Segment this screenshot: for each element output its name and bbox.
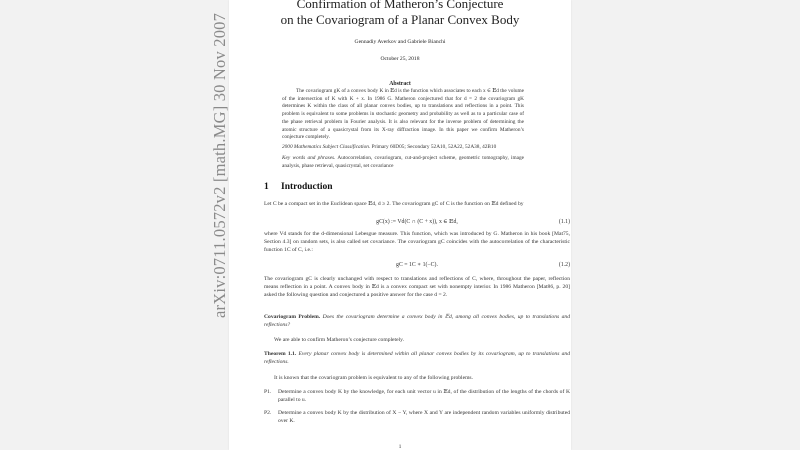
theorem-1-1: [264, 351, 570, 367]
msc-text: Primary 60D05; Secondary 52A10, 52A22, 52A38, 42B10: [371, 144, 497, 150]
intro-paragraph-1: Let C be a compact set in the Euclidean space 𝔼d, d ≥ 2. The covariogram gC of C is the function on 𝔼d defined by: [264, 201, 524, 207]
intro-paragraph-4: We are able to confirm Matheron’s conjecture completely.: [274, 337, 404, 343]
equation-1-1-body: gC(x) := Vd(C ∩ (C + x)), x ∈ 𝔼d,: [376, 219, 458, 225]
page-number: 1: [398, 444, 402, 450]
covariogram-problem: [264, 314, 570, 330]
theorem-text: Every planar convex body is determined within all planar convex bodies by its covariogram, up to translations and reflections.: [264, 351, 570, 365]
problem-text: Does the covariogram determine a convex body in 𝔼d, among all convex bodies, up to translations and reflections?: [264, 314, 570, 328]
intro-paragraph-3: The covariogram gC is clearly unchanged with respect to translations and reflections of C, where, throughout the paper, reflection means reflection in a point. A convex body in 𝔼d is a convex compact set with nonempty interior. In 1986 Matheron [Mat86, p. 20] asked the following question and conjectured a positive answer for the case d = 2.: [264, 276, 570, 298]
paper-title-line-2: on the Covariogram of a Planar Convex Body: [280, 12, 520, 27]
keywords-text: Autocorrelation, covariogram, cut-and-project scheme, geometric tomography, image analysis, phase retrieval, quasicrystal, set covariance: [282, 155, 524, 169]
keywords: [282, 155, 524, 170]
p2-label: P2.: [264, 410, 272, 416]
intro-paragraph-5: It is known that the covariogram problem is equivalent to any of the following problems.: [274, 375, 474, 381]
p2-text: Determine a convex body K by the distribution of X − Y, where X and Y are independent random variables uniformly distributed over K.: [278, 410, 570, 424]
section-heading: [264, 182, 333, 192]
equation-1-2-body: gC = 1C ∗ 1(−C).: [396, 262, 438, 268]
equation-1-1-number: (1.1): [558, 219, 570, 225]
keywords-label: Key words and phrases.: [282, 155, 336, 161]
date: October 25, 2018: [380, 56, 420, 62]
section-number: 1: [264, 182, 269, 192]
paper-page: [229, 0, 571, 450]
p1-label: P1.: [264, 389, 272, 395]
problem-label: Covariogram Problem.: [264, 314, 321, 320]
msc-label: 2000 Mathematics Subject Classification.: [282, 144, 371, 150]
abstract-heading: Abstract: [389, 81, 411, 87]
abstract-text: The covariogram gK of a convex body K in 𝔼d is the function which associates to each x ∈ 𝔼d the volume of the intersection of K with K + x. In 1986 G. Matheron conjectured that for d = 2 the covariogram gK determines K within the class of all planar convex bodies, up to translations and reflections in a point. This problem is equivalent to some problems in stochastic geometry and probability as well as to a particular case of the phase retrieval problem in Fourier analysis. It is also relevant for the inverse problem of determining the atomic structure of a quasicrystal from its X-ray diffraction image. In this paper we confirm Matheron’s conjecture completely.: [282, 88, 524, 141]
msc-classification: [282, 144, 524, 152]
theorem-label: Theorem 1.1.: [264, 351, 297, 357]
intro-paragraph-2: where Vd stands for the d-dimensional Lebesgue measure. This function, which was introduced by G. Matheron in his book [Mat75, Section 4.3] on random sets, is also called set covariance. The covariogram gC coincides with the autocorrelation of the characteristic function 1C of C, i.e.:: [264, 231, 570, 253]
arxiv-identifier: arXiv:0711.0572v2 [math.MG] 30 Nov 2007: [210, 12, 229, 318]
authors: Gennadiy Averkov and Gabriele Bianchi: [354, 39, 446, 45]
paper-title-line-1: Confirmation of Matheron’s Conjecture: [296, 0, 504, 11]
section-title: Introduction: [281, 182, 333, 192]
equation-1-2-number: (1.2): [558, 262, 570, 268]
p1-text: Determine a convex body K by the knowledge, for each unit vector u in 𝔼d, of the distribution of the lengths of the chords of K parallel to u.: [278, 389, 570, 403]
